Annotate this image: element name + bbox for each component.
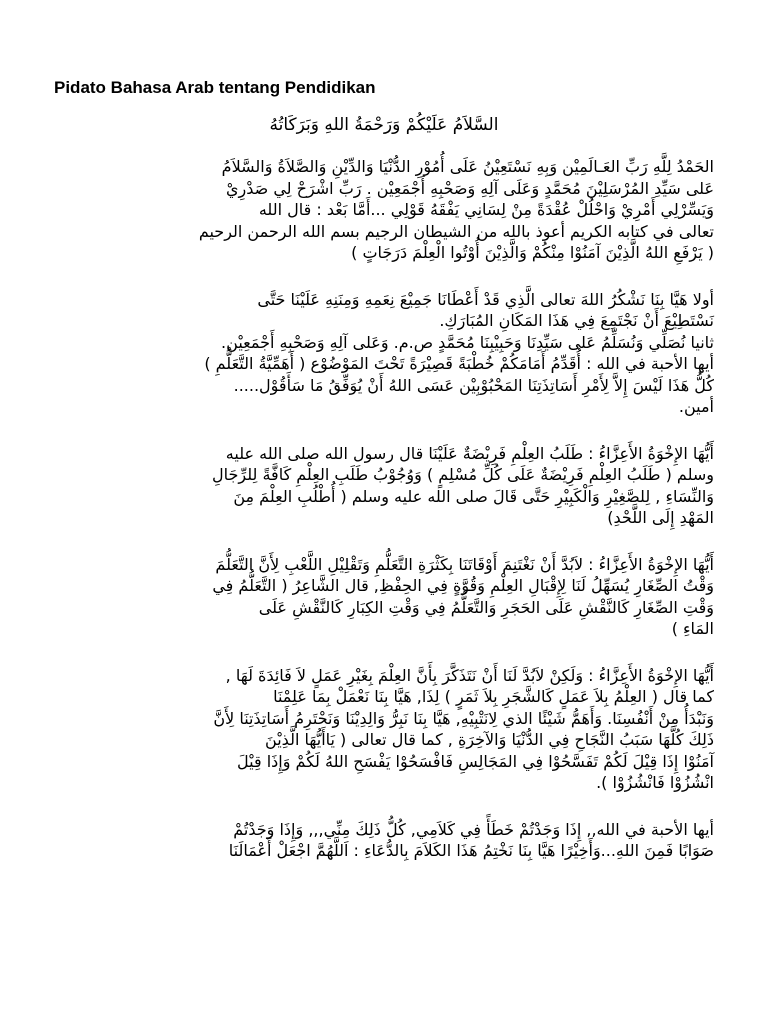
opening-greeting: السَّلاَمُ عَلَيْكُمْ وَرَحْمَةُ اللهِ وَبَرَكَاتُهُ bbox=[269, 115, 499, 135]
paragraph-line: ( يَرْفَعِ اللهُ الَّذِيْنَ آمَنُوْا مِنْكُمْ وَالَّذِيْنَ أُوْتُوا الْعِلْمَ دَرَجَاتٍ ) bbox=[351, 243, 714, 262]
paragraph-line: أيها الأحبة في الله,, إِذَا وَجَدْتُمْ خَطَأً فِي كَلاَمِي, كُلُّ ذَلِكَ مِنِّي,,, وَإِذَا وَجَدْتُمْ bbox=[233, 819, 714, 839]
paragraph-knowledge-and-action bbox=[54, 665, 714, 794]
paragraph-line: أيها الأحبة في الله : أُقَدِّمُ أَمَامَكُمْ خُطْبَةً قَصِيْرَةً تَحْتَ المَوْضُوْع ( أَهَمِّيَّةُ التَّعَلُّمِ ) bbox=[204, 354, 714, 373]
paragraph-line: وَنَبْدَأُ مِنْ أَنْفُسِنَا. وَأَهَمُّ شَيْئًا الذي لِانَتْبِيْهِ, هَيَّا بِنَا نَبِرُّ وَالِدِيْنَا وَنَحْتَرِمُ أَسَاتِذَتِنَا لِأَنَّ bbox=[213, 708, 714, 728]
paragraph-use-time bbox=[54, 554, 714, 640]
paragraph-thanks bbox=[54, 289, 714, 418]
paragraph-line: أَيُّهَا الإِخْوَةُ الأَعِزَّاءُ : وَلَكِنْ لاَبُدَّ لَنَا أَنْ نَتَذَكَّرَ بِأَنَّ العِلْمَ بِغَيْرِ عَمَلٍ لاَ فَائِدَةَ لَهَا , bbox=[225, 665, 714, 685]
paragraph-line: آمَنُوْا إِذَا قِيْلَ لَكُمْ تَفَسَّحُوْا فِي المَجَالِسِ فَافْسَحُوْا يَفْسَحِ اللهُ لَكُمْ وَإِذَا قِيْلَ bbox=[237, 751, 714, 771]
paragraph-line: أَيُّهَا الإِخْوَةُ الأَعِزَّاءُ : لاَبُدَّ أَنْ نَغْتَنِمَ أَوْقَاتَنَا بِكَثْرَةِ التَّعَلُّمِ وَتَقْلِيْلِ اللَّعْبِ لِأَنَّ التَّعَلُّمَ bbox=[215, 554, 714, 574]
paragraph-line: وَقْتِ الصِّغَارِ كَالنَّقْشِ عَلَى الحَجَرِ وَالتَّعَلُّمُ فِي وَقْتِ الكِبَارِ كَالنَّقْشِ عَلَى bbox=[258, 597, 714, 617]
paragraph-line: تعالى في كتابه الكريم أعوذ بالله من الشيطان الرجيم بسم الله الرحمن الرحيم bbox=[198, 221, 714, 241]
paragraph-line: الحَمْدُ لِلَّهِ رَبِّ العَـالَمِيْن وَبِهِ نَسْتَعِيْنُ عَلَى أُمُوْرِ الدُّنْيَا وَالدِّيْنِ وَالصَّلاَةُ وَالسَّلاَمُ bbox=[221, 157, 714, 176]
paragraph-line: وَيَسِّرْلِي أَمْرِيْ وَاحْلُلْ عُقْدَةً مِنْ لِسَانِي يَفْقَهُ قَوْلِي ...أَمَّا بَعْد : قال الله bbox=[258, 200, 714, 219]
document-title: Pidato Bahasa Arab tentang Pendidikan bbox=[54, 78, 376, 97]
paragraph-line: صَوَابًا فَمِنَ اللهِ...وَأَخِيْرًا هَيَّا بِنَا نَخْتِمُ هَذَا الكَلاَمَ بِالدُّعَاءِ : اَللَّهُمَّ اجْعَلْ أَعْمَالَنَا bbox=[228, 841, 714, 860]
paragraph-line: وَقْتُ الصِّغَارِ يُسَهِّلُ لَنَا لِإِقْبَالِ العِلْمِ وَقُوَّةٍ فِي الحِفْظِ, قال الشَّاعِرُ ( التَّعَلُّمُ فِي bbox=[212, 576, 714, 595]
paragraph-line: وَالنِّسَاءِ , لِلصَّغِيْرِ وَالْكَبِيْرِ حَتَّى قَالَ صلى الله عليه وسلم ( أُطْلُبِ العِلْمَ مِنَ bbox=[233, 486, 714, 506]
paragraph-line: المَاءِ ) bbox=[671, 619, 714, 638]
paragraph-line: كُلُّ هَذَا لَيْسَ إِلاَّ لِأَمْرِ أَسَاتِذَتِنَا المَحْبُوْبِيْن عَسَى اللهُ أَنْ يُوَفِّقُ مَا سَأَقُوْل..... bbox=[233, 375, 714, 395]
paragraph-line: المَهْدِ إِلَى اللَّحْدِ) bbox=[607, 508, 714, 527]
paragraph-line: أمين. bbox=[678, 397, 714, 416]
paragraph-line: ثانيا نُصَلِّي وَنُسَلِّمُ عَلى سَيِّدِنَا وَحَبِيْبِنَا مُحَمَّدٍ ص.م. وَعَلى آلِهِ وَصَحْبِهِ أَجْمَعِيْن. bbox=[221, 332, 714, 352]
paragraph-line: ذَلِكَ كُلَّهَا سَبَبُ النَّجَاحِ فِي الدُّنْيَا وَالآخِرَةِ , كما قال تعالى ( يَاأَيُّهَا الَّذِيْنَ bbox=[265, 730, 714, 749]
paragraph-line: وسلم ( طَلَبُ العِلْمِ فَرِيْضَةٌ عَلَى كُلِّ مُسْلِمٍ ) وَوُجُوْبُ طَلَبِ العِلْمِ كَافَّةً لِلرِّجَالِ bbox=[212, 465, 714, 484]
paragraph-line: عَلى سَيِّدِ المُرْسَلِيْنَ مُحَمَّدٍ وَعَلَى آلِهِ وَصَحْبِهِ أَجْمَعِيْن . رَبِّ اشْرَحْ لِي صَدْرِيْ bbox=[226, 178, 714, 198]
paragraph-closing bbox=[54, 819, 714, 862]
paragraph-line: كما قال ( العِلْمُ بِلاَ عَمَلٍ كَالشَّجَرِ بِلاَ ثَمَرٍ ) لِذَا, هَيَّا بِنَا نَعْمَلْ بِمَا عَلِمْنَا bbox=[273, 687, 714, 706]
paragraph-seeking-knowledge bbox=[54, 443, 714, 529]
paragraph-line: أولا هَيَّا بِنَا نَشْكُرُ اللهَ تعالى الَّذِي قَدْ أَعْطَانَا جَمِيْعَ نِعَمِهِ وَمِنَنِهِ عَلَيْنَا حَتَّى bbox=[257, 289, 714, 309]
paragraph-line: أَيُّهَا الإِخْوَةُ الأَعِزَّاءُ : طَلَبُ العِلْمِ فَرِيْضَةٌ عَلَيْنَا قال رسول الله صلى الله عليه bbox=[225, 443, 714, 463]
paragraph-line: نَسْتَطِيْعَ أَنْ نَجْتَمِعَ فِي هَذَا المَكَانِ المُبَارَكِ. bbox=[439, 311, 714, 330]
paragraph-opening bbox=[54, 156, 714, 264]
paragraph-line: انْشُزُوْا فَانْشُزُوْا ). bbox=[596, 773, 714, 792]
